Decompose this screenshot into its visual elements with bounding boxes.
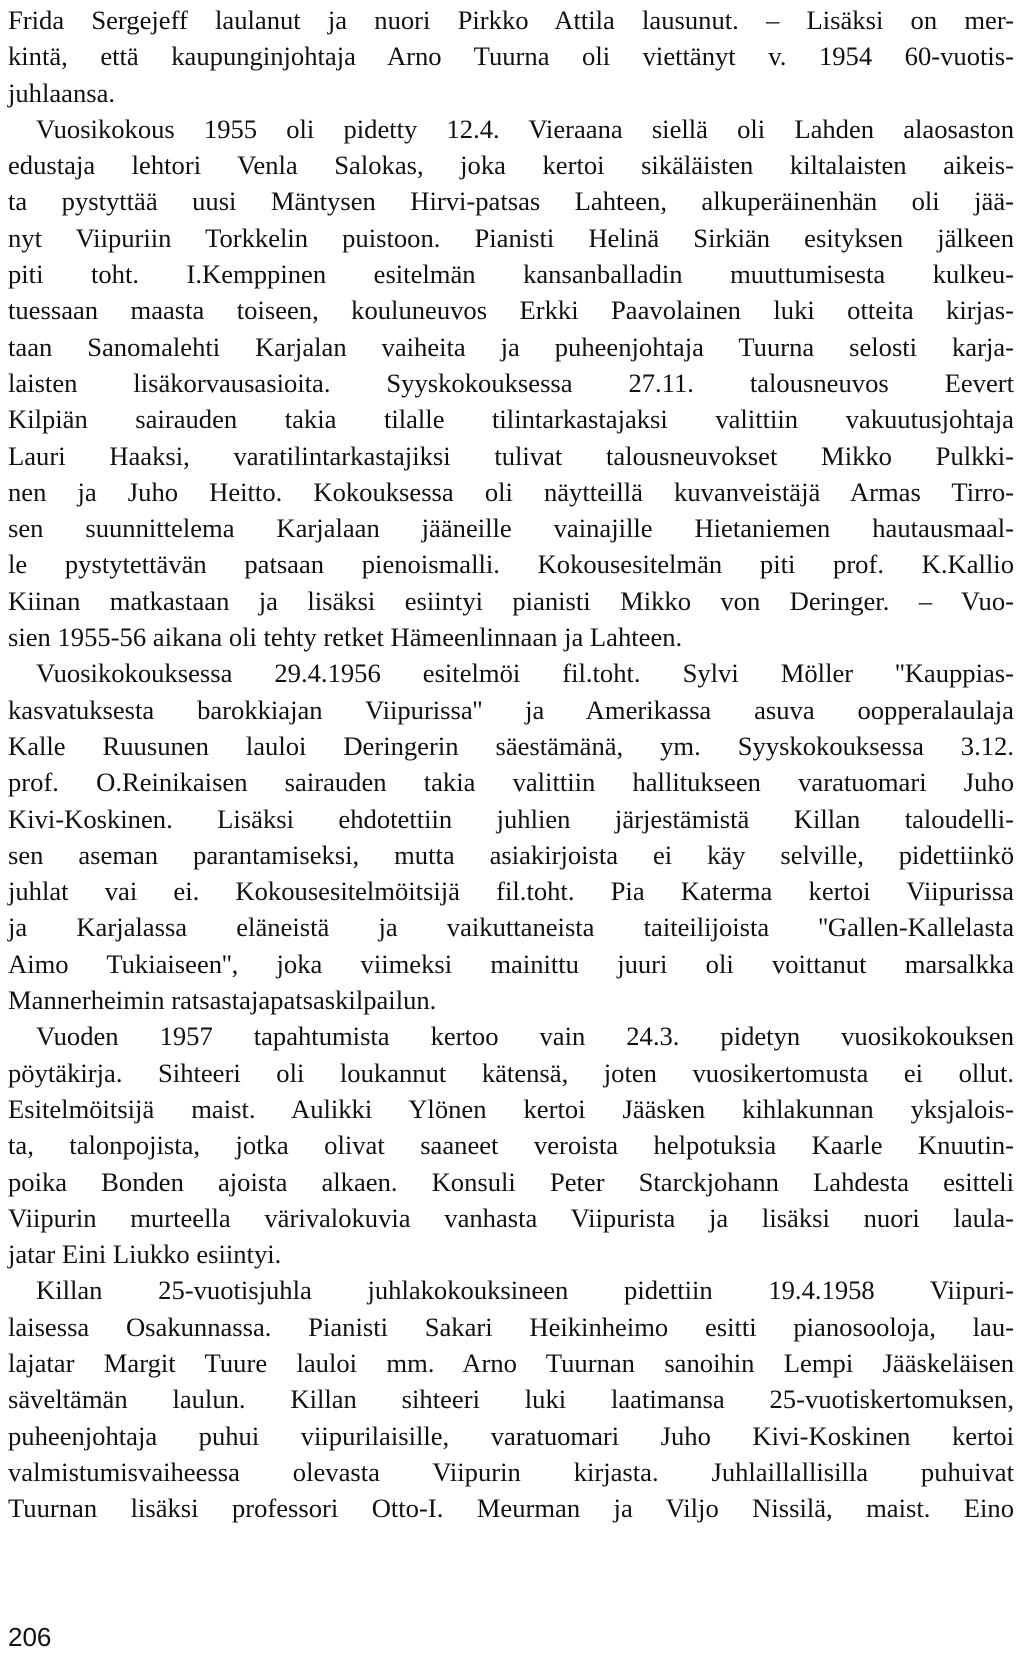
text-line: Killan 25-vuotisjuhla juhlakokouksineen pidettiin 19.4.1958 Viipuri- [36, 1275, 1014, 1306]
text-line: piti toht. I.Kemppinen esitelmän kansanballadin muuttumisesta kulkeu- [8, 259, 1014, 290]
text-line: tuessaan maasta toiseen, kouluneuvos Erkki Paavolainen luki otteita kirjas- [8, 295, 1014, 326]
body-text [8, 2, 1014, 1526]
text-line: juhlat vai ei. Kokousesitelmöitsijä fil.toht. Pia Katerma kertoi Viipurissa [8, 876, 1014, 907]
text-line: edustaja lehtori Venla Salokas, joka kertoi sikäläisten kiltalaisten aikeis- [8, 150, 1014, 181]
text-line: laisten lisäkorvausasioita. Syyskokouksessa 27.11. talousneuvos Eevert [8, 367, 1014, 398]
text-line: Vuosikokous 1955 oli pidetty 12.4. Vieraana siellä oli Lahden alaosaston [36, 113, 1014, 144]
text-line: sen suunnittelema Karjalaan jääneille vainajille Hietaniemen hautausmaal- [8, 513, 1014, 544]
text-line: Frida Sergejeff laulanut ja nuori Pirkko Attila lausunut. – Lisäksi on mer- [8, 5, 1014, 35]
text-line: poika Bonden ajoista alkaen. Konsuli Peter Starckjohann Lahdesta esitteli [8, 1166, 1014, 1197]
text-line: Viipurin murteella värivalokuvia vanhasta Viipurista ja lisäksi nuori laula- [8, 1202, 1014, 1233]
text-line: prof. O.Reinikaisen sairauden takia valittiin hallitukseen varatuomari Juho [8, 767, 1014, 798]
text-line: laisessa Osakunnassa. Pianisti Sakari Heikinheimo esitti pianosooloja, lau- [8, 1311, 1014, 1342]
text-line: Vuosikokouksessa 29.4.1956 esitelmöi fil.toht. Sylvi Möller ''Kauppias- [36, 658, 1014, 689]
text-line: kintä, että kaupunginjohtaja Arno Tuurna oli viettänyt v. 1954 60-vuotis- [8, 41, 1014, 72]
text-line: pöytäkirja. Sihteeri oli loukannut kätensä, joten vuosikertomusta ei ollut. [8, 1057, 1014, 1088]
text-line: Kilpiän sairauden takia tilalle tilintarkastajaksi valittiin vakuutusjohtaja [8, 404, 1014, 435]
text-line: Kalle Ruusunen lauloi Deringerin säestämänä, ym. Syyskokouksessa 3.12. [8, 730, 1014, 761]
text-line: Mannerheimin ratsastajapatsaskilpailun. [8, 985, 437, 1016]
text-line: jatar Eini Liukko esiintyi. [8, 1239, 282, 1270]
text-line: Kivi-Koskinen. Lisäksi ehdotettiin juhlien järjestämistä Killan taloudelli- [8, 803, 1014, 834]
text-line: Tuurnan lisäksi professori Otto-I. Meurman ja Viljo Nissilä, maist. Eino [8, 1493, 1014, 1524]
text-line: Vuoden 1957 tapahtumista kertoo vain 24.3. pidetyn vuosikokouksen [36, 1021, 1014, 1052]
text-line: juhlaansa. [8, 77, 116, 108]
text-line: puheenjohtaja puhui viipurilaisille, varatuomari Juho Kivi-Koskinen kertoi [8, 1420, 1014, 1451]
text-line: ja Karjalassa eläneistä ja vaikuttaneista taiteilijoista ''Gallen-Kallelasta [8, 912, 1014, 943]
text-line: Aimo Tukiaiseen'', joka viimeksi mainittu juuri oli voittanut marsalkka [8, 948, 1014, 979]
text-line: lajatar Margit Tuure lauloi mm. Arno Tuurnan sanoihin Lempi Jääskeläisen [8, 1347, 1014, 1378]
text-line: sen aseman parantamiseksi, mutta asiakirjoista ei käy selville, pidettiinkö [8, 839, 1014, 870]
text-line: Kiinan matkastaan ja lisäksi esiintyi pianisti Mikko von Deringer. – Vuo- [8, 585, 1014, 616]
text-line: taan Sanomalehti Karjalan vaiheita ja puheenjohtaja Tuurna selosti karja- [8, 331, 1014, 362]
text-line: Lauri Haaksi, varatilintarkastajiksi tulivat talousneuvokset Mikko Pulkki- [8, 440, 1014, 471]
text-line: le pystytettävän patsaan pienoismalli. Kokousesitelmän piti prof. K.Kallio [8, 549, 1014, 580]
text-line: nyt Viipuriin Torkkelin puistoon. Pianisti Helinä Sirkiän esityksen jälkeen [8, 222, 1014, 253]
text-line: nen ja Juho Heitto. Kokouksessa oli näytteillä kuvanveistäjä Armas Tirro- [8, 476, 1014, 507]
page-number: 206 [8, 1622, 52, 1652]
text-line: kasvatuksesta barokkiajan Viipurissa'' ja Amerikassa asuva oopperalaulaja [8, 694, 1014, 725]
text-line: ta pystyttää uusi Mäntysen Hirvi-patsas Lahteen, alkuperäinenhän oli jää- [8, 186, 1014, 217]
text-line: Esitelmöitsijä maist. Aulikki Ylönen kertoi Jääsken kihlakunnan yksjalois- [8, 1093, 1014, 1124]
text-line: ta, talonpojista, jotka olivat saaneet veroista helpotuksia Kaarle Knuutin- [8, 1130, 1014, 1161]
text-line: sien 1955-56 aikana oli tehty retket Hämeenlinnaan ja Lahteen. [8, 622, 683, 653]
text-line: valmistumisvaiheessa olevasta Viipurin kirjasta. Juhlaillallisilla puhuivat [8, 1456, 1014, 1487]
text-line: säveltämän laulun. Killan sihteeri luki laatimansa 25-vuotiskertomuksen, [8, 1384, 1014, 1415]
